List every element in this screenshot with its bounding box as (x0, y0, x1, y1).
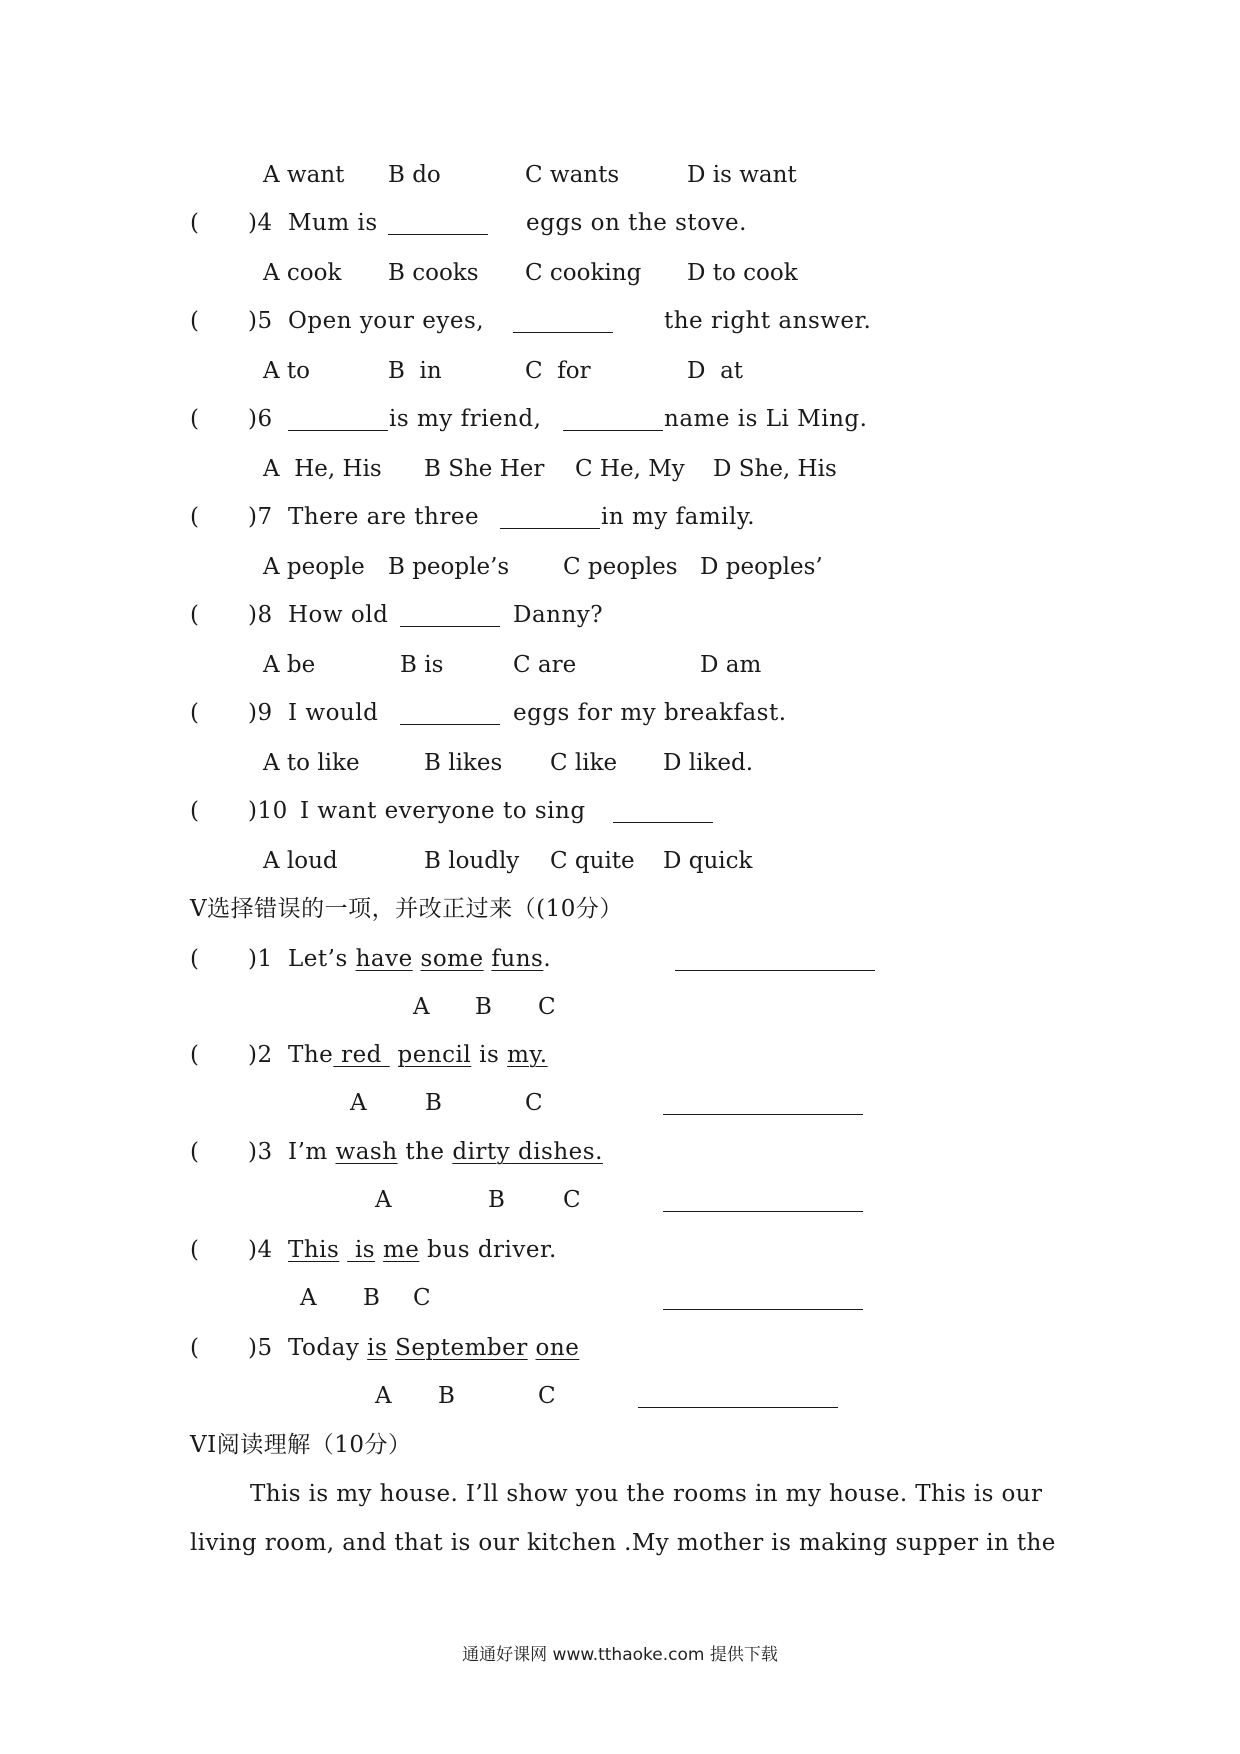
option-a: A to (263, 358, 311, 384)
option-b: B cooks (388, 260, 479, 286)
question-number: )8 (248, 602, 273, 628)
correction-blank[interactable] (638, 1407, 838, 1408)
option-a: A want (263, 162, 345, 188)
segment-c: funs (491, 946, 544, 972)
option-b: B loudly (424, 848, 520, 874)
label-a: A (375, 1383, 392, 1409)
label-c: C (525, 1090, 543, 1116)
answer-blank[interactable] (400, 724, 500, 725)
correction-blank[interactable] (663, 1309, 863, 1310)
question-text: How old (288, 602, 389, 628)
plain-text (339, 1237, 347, 1263)
question-number: )5 (248, 1335, 273, 1361)
section-title: VI阅读理解（10分） (190, 1432, 412, 1458)
segment-a: This (288, 1237, 340, 1263)
plain-text: . (543, 946, 552, 972)
label-a: A (413, 994, 430, 1020)
question-text: is my friend, (389, 406, 542, 432)
label-b: B (488, 1187, 505, 1213)
question-text: eggs on the stove. (526, 210, 747, 236)
plain-text: the (397, 1139, 453, 1165)
question-number: )5 (248, 308, 273, 334)
plain-text (528, 1335, 536, 1361)
answer-paren: ( (190, 308, 199, 334)
answer-paren: ( (190, 210, 199, 236)
option-b: B in (388, 358, 442, 384)
plain-text: The (288, 1042, 334, 1068)
correction-blank[interactable] (663, 1211, 863, 1212)
answer-blank[interactable] (500, 528, 600, 529)
label-c: C (538, 1383, 556, 1409)
option-d: D is want (687, 162, 797, 188)
option-d: D peoples’ (700, 554, 823, 580)
question-text: the right answer. (664, 308, 872, 334)
segment-b: some (420, 946, 484, 972)
question-number: )9 (248, 700, 273, 726)
question-number: )3 (248, 1139, 273, 1165)
question-text: There are three (288, 504, 480, 530)
question-text: in my family. (601, 504, 756, 530)
segment-b: September (395, 1335, 528, 1361)
plain-text (510, 1139, 518, 1165)
label-b: B (475, 994, 492, 1020)
label-b: B (363, 1285, 380, 1311)
question-text: Mum is (288, 210, 378, 236)
reading-paragraph-line: This is my house. I’ll show you the rooms in my house. This is our (250, 1481, 1043, 1507)
segment-a: is (367, 1335, 388, 1361)
option-b: B do (388, 162, 441, 188)
segment-a: red (333, 1042, 390, 1068)
question-number: )2 (248, 1042, 273, 1068)
question-number: )10 (248, 798, 288, 824)
section-title: V选择错误的一项，并改正过来（(10分） (190, 896, 623, 922)
answer-paren: ( (190, 1139, 199, 1165)
answer-paren: ( (190, 946, 199, 972)
option-a: A people (263, 554, 365, 580)
segment-b: pencil (397, 1042, 472, 1068)
segment-a: wash (335, 1139, 398, 1165)
answer-blank[interactable] (513, 332, 613, 333)
option-d: D She, His (713, 456, 837, 482)
segment-b: dirty (452, 1139, 511, 1165)
plain-text: Today (288, 1335, 368, 1361)
question-number: )7 (248, 504, 273, 530)
plain-text (387, 1335, 395, 1361)
answer-paren: ( (190, 602, 199, 628)
answer-blank[interactable] (613, 822, 713, 823)
label-b: B (438, 1383, 455, 1409)
answer-paren: ( (190, 504, 199, 530)
label-b: B (425, 1090, 442, 1116)
option-b: B is (400, 652, 444, 678)
segment-c: my. (507, 1042, 548, 1068)
option-c: C for (525, 358, 591, 384)
option-d: D liked. (663, 750, 754, 776)
answer-paren: ( (190, 1237, 199, 1263)
label-a: A (375, 1187, 392, 1213)
reading-paragraph-line: living room, and that is our kitchen .My mother is making supper in the (190, 1530, 1056, 1556)
question-text: I would (288, 700, 379, 726)
segment-a: have (355, 946, 413, 972)
question-text: eggs for my breakfast. (513, 700, 787, 726)
footer-credit: 通通好课网 www.tthaoke.com 提供下载 (462, 1645, 778, 1665)
option-a: A to like (263, 750, 360, 776)
option-a: A loud (263, 848, 338, 874)
question-text (288, 1137, 603, 1167)
option-d: D to cook (687, 260, 798, 286)
option-c: C are (513, 652, 577, 678)
option-d: D quick (663, 848, 753, 874)
answer-paren: ( (190, 1335, 199, 1361)
segment-b: is (347, 1237, 376, 1263)
option-a: A cook (263, 260, 342, 286)
question-text (288, 1333, 579, 1363)
option-a: A He, His (263, 456, 382, 482)
option-c: C He, My (575, 456, 685, 482)
question-text: Open your eyes, (288, 308, 485, 334)
question-text: name is Li Ming. (664, 406, 868, 432)
option-b: B likes (424, 750, 503, 776)
label-c: C (413, 1285, 431, 1311)
option-c: C like (550, 750, 618, 776)
option-c: C wants (525, 162, 620, 188)
option-a: A be (263, 652, 316, 678)
option-c: C cooking (525, 260, 642, 286)
label-c: C (563, 1187, 581, 1213)
question-number: )4 (248, 1237, 273, 1263)
question-number: )4 (248, 210, 273, 236)
question-text (288, 1040, 548, 1070)
label-c: C (538, 994, 556, 1020)
option-b: B She Her (424, 456, 545, 482)
option-d: D am (700, 652, 762, 678)
option-c: C quite (550, 848, 635, 874)
segment-c: dishes. (517, 1139, 603, 1165)
question-text (288, 944, 551, 974)
correction-blank[interactable] (675, 970, 875, 971)
answer-blank[interactable] (288, 430, 388, 431)
plain-text: I’m (288, 1139, 336, 1165)
answer-paren: ( (190, 798, 199, 824)
answer-blank[interactable] (400, 626, 500, 627)
question-text: I want everyone to sing (300, 798, 586, 824)
question-number: )6 (248, 406, 273, 432)
answer-paren: ( (190, 406, 199, 432)
correction-blank[interactable] (663, 1114, 863, 1115)
plain-text: bus driver. (419, 1237, 557, 1263)
option-d: D at (687, 358, 744, 384)
label-a: A (300, 1285, 317, 1311)
plain-text: Let’s (288, 946, 356, 972)
answer-paren: ( (190, 700, 199, 726)
option-c: C peoples (563, 554, 678, 580)
plain-text (375, 1237, 383, 1263)
answer-blank[interactable] (388, 234, 488, 235)
segment-c: me (382, 1237, 420, 1263)
question-text: Danny? (513, 602, 604, 628)
answer-blank[interactable] (563, 430, 663, 431)
plain-text: is (471, 1042, 508, 1068)
segment-c: one (535, 1335, 580, 1361)
question-number: )1 (248, 946, 273, 972)
label-a: A (350, 1090, 367, 1116)
question-text (288, 1235, 557, 1265)
answer-paren: ( (190, 1042, 199, 1068)
option-b: B people’s (388, 554, 510, 580)
